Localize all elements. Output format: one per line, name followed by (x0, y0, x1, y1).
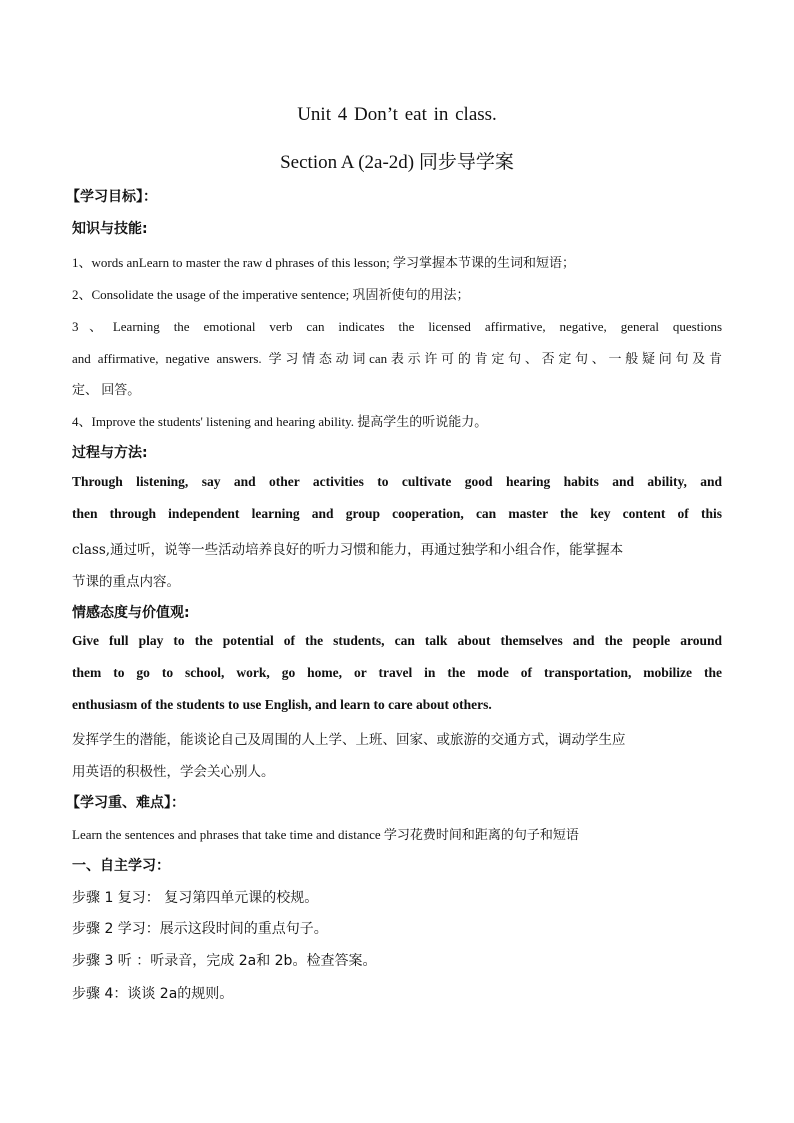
key-points-text: Learn the sentences and phrases that take time and distance 学习花费时间和距离的句子和短语 (72, 827, 579, 842)
process-line-1: Through listening, say and other activities to cultivate good hearing habits and ability, and (72, 474, 722, 489)
step-1: 步骤 1 复习： 复习第四单元课的校规。 (72, 890, 319, 906)
emotion-line-4: 发挥学生的潜能，能谈论自己及周围的人上学、上班、回家、或旅游的交通方式，调动学生应 (72, 732, 626, 748)
process-line-3: class,通过听，说等一些活动培养良好的听力习惯和能力，再通过独学和小组合作，能掌握本 (72, 542, 624, 558)
section-title: Section A (2a-2d) 同步导学案 (280, 152, 514, 173)
process-line-2: then through independent learning and group cooperation, can master the key content of this (72, 506, 722, 521)
emotion-line-2: them to go to school, work, go home, or travel in the mode of transportation, mobilize the (72, 665, 722, 680)
unit-title: Unit 4 Don’t eat in class. (297, 104, 497, 125)
step-2: 步骤 2 学习：展示这段时间的重点句子。 (72, 921, 328, 937)
objective-item-3: 3、Learning the emotional verb can indicates the licensed affirmative, negative, general questions (72, 319, 722, 334)
knowledge-header: 知识与技能: (72, 221, 148, 237)
emotion-line-1: Give full play to the potential of the students, can talk about themselves and the people around (72, 633, 722, 648)
objective-item-3-end: 定、 回答。 (72, 382, 141, 397)
process-line-4: 节课的重点内容。 (72, 574, 180, 590)
objectives-header: 【学习目标】： (66, 189, 157, 205)
emotion-line-5: 用英语的积极性，学会关心别人。 (72, 764, 275, 780)
step-3: 步骤 3 听 ：听录音，完成 2a和 2b。检查答案。 (72, 953, 377, 969)
self-study-header: 一、自主学习： (72, 858, 170, 874)
objective-item-1: 1、words anLearn to master the raw d phrases of this lesson; 学习掌握本节课的生词和短语； (72, 255, 575, 270)
objective-item-2: 2、Consolidate the usage of the imperative sentence; 巩固祈使句的用法； (72, 287, 470, 302)
objective-item-4: 4、Improve the students' listening and hearing ability. 提高学生的听说能力。 (72, 414, 488, 429)
emotion-line-3: enthusiasm of the students to use English, and learn to care about others. (72, 697, 492, 712)
process-header: 过程与方法: (72, 445, 148, 461)
step-4: 步骤 4：谈谈 2a的规则。 (72, 986, 234, 1002)
objective-item-3-cont: and affirmative, negative answers. 学习情态动词can表示许可的肯定句、否定句、一般疑问句及肯 (72, 351, 722, 366)
emotion-header: 情感态度与价值观: (72, 605, 190, 621)
key-points-header: 【学习重、难点】： (66, 795, 185, 811)
